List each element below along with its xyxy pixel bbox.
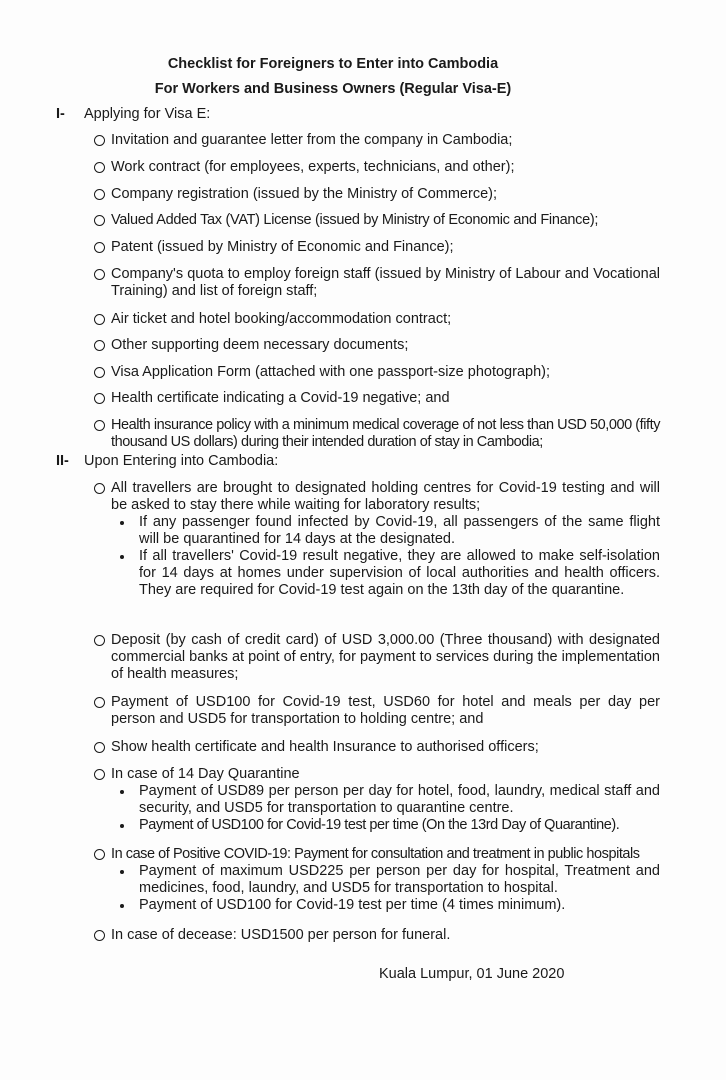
sub-list-item: Payment of USD100 for Covid-19 test per time (4 times minimum). (120, 897, 660, 914)
list-item: All travellers are brought to designated holding centres for Covid-19 testing and will be asked to stay there while waiting for laboratory results; If any passenger found infected by Covid-19, all passengers of the same flight will be quarantined for 14 days at the designated. If all travellers' Covid-19 result negative, they are allowed to make self-isolation for 14 days at homes under supervision of local authorities and health officers. They are required for Covid-19 test again on the 13th day of the quarantine. (94, 480, 660, 599)
sub-list-item: If any passenger found infected by Covid-19, all passengers of the same flight will be quarantined for 14 days at the designated. (120, 514, 660, 548)
section-2-number: II- (56, 453, 69, 469)
circle-bullet-icon (94, 742, 105, 753)
document-title: Checklist for Foreigners to Enter into Cambodia (167, 56, 499, 72)
bullet-dot-icon (120, 904, 124, 908)
sub-list-item: Payment of USD89 per person per day for hotel, food, laundry, medical staff and security, and USD5 for transportation to quarantine centre. (120, 783, 660, 817)
list-item: Payment of USD100 for Covid-19 test, USD60 for hotel and meals per day per person and USD5 for transportation to holding centre; and (94, 694, 660, 728)
section-2-heading (56, 453, 278, 469)
circle-bullet-icon (94, 242, 105, 253)
circle-bullet-icon (94, 314, 105, 325)
list-item: Work contract (for employees, experts, technicians, and other); (94, 159, 660, 176)
section-1-number: I- (56, 106, 65, 122)
circle-bullet-icon (94, 340, 105, 351)
circle-bullet-icon (94, 849, 105, 860)
bullet-dot-icon (120, 555, 124, 559)
bullet-dot-icon (120, 521, 124, 525)
circle-bullet-icon (94, 483, 105, 494)
circle-bullet-icon (94, 635, 105, 646)
list-item: Other supporting deem necessary documents; (94, 337, 660, 354)
circle-bullet-icon (94, 269, 105, 280)
circle-bullet-icon (94, 367, 105, 378)
list-item: Patent (issued by Ministry of Economic and Finance); (94, 239, 660, 256)
bullet-dot-icon (120, 790, 124, 794)
bullet-dot-icon (120, 870, 124, 874)
circle-bullet-icon (94, 135, 105, 146)
circle-bullet-icon (94, 930, 105, 941)
list-item: Deposit (by cash of credit card) of USD 3,000.00 (Three thousand) with designated commercial banks at point of entry, for payment to services during the implementation of health measures; (94, 632, 660, 683)
list-item: Show health certificate and health Insurance to authorised officers; (94, 739, 660, 756)
list-item: Valued Added Tax (VAT) License (issued by Ministry of Economic and Finance); (94, 212, 660, 229)
bullet-dot-icon (120, 824, 124, 828)
circle-bullet-icon (94, 162, 105, 173)
document-subtitle: For Workers and Business Owners (Regular Visa-E) (154, 81, 512, 97)
section-1-heading (56, 106, 210, 122)
circle-bullet-icon (94, 697, 105, 708)
list-item: Invitation and guarantee letter from the company in Cambodia; (94, 132, 660, 149)
circle-bullet-icon (94, 189, 105, 200)
list-item: Visa Application Form (attached with one passport-size photograph); (94, 364, 660, 381)
sub-list-item: Payment of maximum USD225 per person per day for hospital, Treatment and medicines, food, laundry, and USD5 for transportation to hospital. (120, 863, 660, 897)
place-and-date: Kuala Lumpur, 01 June 2020 (379, 966, 565, 982)
sub-list-item: If all travellers' Covid-19 result negative, they are allowed to make self-isolation for 14 days at homes under supervision of local authorities and health officers. They are required for Covid-19 test again on the 13th day of the quarantine. (120, 548, 660, 599)
circle-bullet-icon (94, 769, 105, 780)
list-item: In case of decease: USD1500 per person for funeral. (94, 927, 660, 944)
sub-list-item: Payment of USD100 for Covid-19 test per time (On the 13rd Day of Quarantine). (120, 817, 660, 834)
list-item: In case of Positive COVID-19: Payment for consultation and treatment in public hospitals Payment of maximum USD225 per person per day for hospital, Treatment and medicines, food, laundry, and USD5 for transportation to hospital. Payment of USD100 for Covid-19 test per time (4 times minimum). (94, 846, 660, 914)
list-item: Health certificate indicating a Covid-19 negative; and (94, 390, 660, 407)
list-item: In case of 14 Day Quarantine Payment of USD89 per person per day for hotel, food, laundry, medical staff and security, and USD5 for transportation to quarantine centre. Payment of USD100 for Covid-19 test per time (On the 13rd Day of Quarantine). (94, 766, 660, 834)
circle-bullet-icon (94, 420, 105, 431)
section-1-title: Applying for Visa E: (84, 106, 211, 122)
circle-bullet-icon (94, 215, 105, 226)
list-item: Company's quota to employ foreign staff (issued by Ministry of Labour and Vocational Training) and list of foreign staff; (94, 266, 660, 300)
circle-bullet-icon (94, 393, 105, 404)
section-2-title: Upon Entering into Cambodia: (84, 453, 279, 469)
list-item: Air ticket and hotel booking/accommodation contract; (94, 311, 660, 328)
list-item: Company registration (issued by the Ministry of Commerce); (94, 186, 660, 203)
list-item: Health insurance policy with a minimum medical coverage of not less than USD 50,000 (fifty thousand US dollars) during their intended duration of stay in Cambodia; (94, 417, 660, 451)
